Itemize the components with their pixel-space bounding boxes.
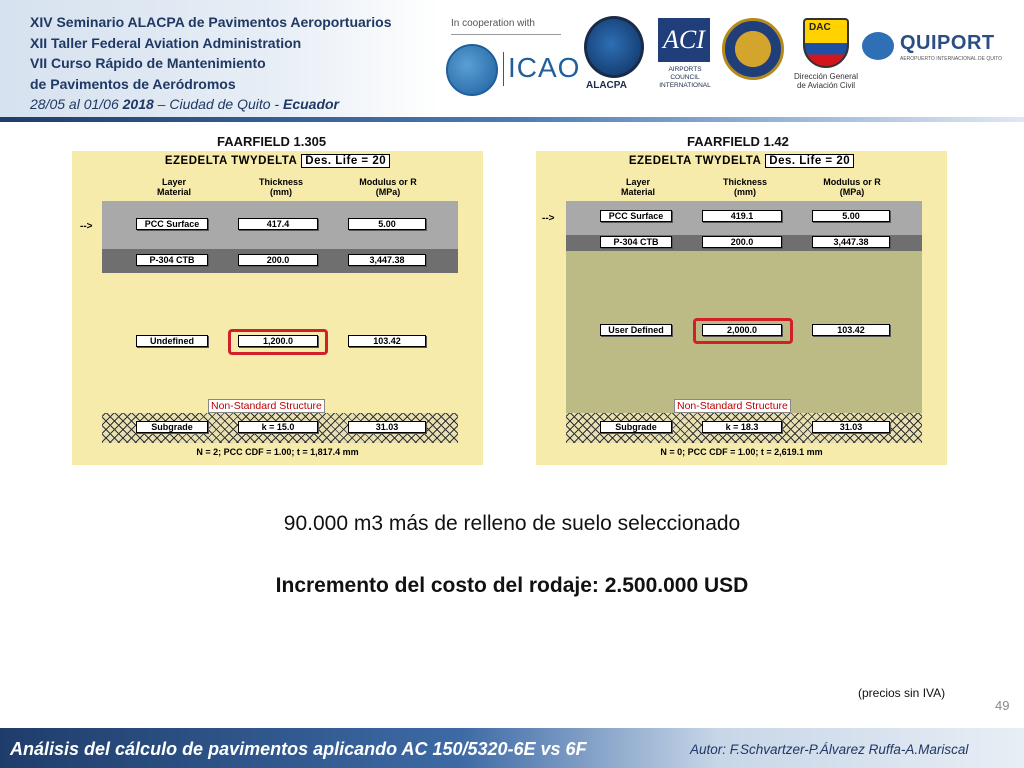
- layer-name-field[interactable]: P-304 CTB: [600, 236, 672, 248]
- panel-1-title: [72, 155, 483, 167]
- modulus-field[interactable]: 5.00: [348, 218, 426, 230]
- thickness-field[interactable]: k = 18.3: [702, 421, 782, 433]
- panel-2-summary: N = 0; PCC CDF = 1.00; t = 2,619.1 mm: [660, 447, 823, 457]
- cost-increase-text: Incremento del costo del rodaje: 2.500.000 USD: [275, 574, 749, 597]
- faarfield-panel-1: [72, 151, 483, 465]
- header: [0, 0, 1024, 120]
- alacpa-label: ALACPA: [586, 80, 627, 91]
- icao-separator: [503, 52, 504, 86]
- quiport-subtitle: AEROPUERTO INTERNACIONAL DE QUITO: [900, 56, 1003, 62]
- layer-name-field[interactable]: PCC Surface: [600, 210, 672, 222]
- date-year: 2018: [122, 96, 154, 112]
- header-line-2: XII Taller Federal Aviation Administration: [30, 34, 302, 51]
- dac-label: DAC: [809, 22, 831, 33]
- fill-volume-text: 90.000 m3 más de relleno de suelo seleccionado: [283, 512, 741, 535]
- page-number: 49: [995, 698, 1010, 713]
- layer-name-field[interactable]: PCC Surface: [136, 218, 208, 230]
- date-country: Ecuador: [282, 96, 339, 112]
- panel-1-des-life: Des. Life = 20: [301, 154, 390, 168]
- footer-title: Análisis del cálculo de pavimentos aplicando AC 150/5320-6E vs 6F: [10, 739, 587, 759]
- thickness-field[interactable]: 417.4: [238, 218, 318, 230]
- layer-name-field[interactable]: User Defined: [600, 324, 672, 336]
- panel-1-summary: N = 2; PCC CDF = 1.00; t = 1,817.4 mm: [196, 447, 359, 457]
- price-note: (precios sin IVA): [858, 686, 946, 700]
- cooperation-label: In cooperation with: [451, 18, 535, 29]
- thickness-field[interactable]: 200.0: [702, 236, 782, 248]
- panel-1-heading: FAARFIELD 1.305: [217, 134, 327, 149]
- panel-2-des-life: Des. Life = 20: [765, 154, 854, 168]
- col-layer-material: Layer Material: [620, 177, 655, 197]
- panel-2-heading: FAARFIELD 1.42: [687, 134, 789, 149]
- faarfield-panel-2: [536, 151, 947, 465]
- layer-name-field[interactable]: Undefined: [136, 335, 208, 347]
- col-modulus: Modulus or R (MPa): [823, 177, 881, 197]
- modulus-field[interactable]: 3,447.38: [812, 236, 890, 248]
- footer-author: Autor: F.Schvartzer-P.Álvarez Ruffa-A.Mariscal: [690, 742, 969, 757]
- current-layer-arrow: -->: [80, 221, 93, 232]
- thickness-field[interactable]: 200.0: [238, 254, 318, 266]
- modulus-field[interactable]: 3,447.38: [348, 254, 426, 266]
- thickness-field[interactable]: 419.1: [702, 210, 782, 222]
- cooperation-divider: [451, 34, 561, 35]
- aci-label: AIRPORTS COUNCIL INTERNATIONAL: [659, 66, 711, 89]
- quiport-wordmark: QUIPORT: [900, 32, 995, 54]
- quiport-logo-icon: [862, 32, 894, 60]
- panel-1-section-name: EZEDELTA TWYDELTA: [164, 155, 298, 167]
- date-city: – Ciudad de Quito -: [153, 96, 283, 112]
- modulus-field[interactable]: 31.03: [348, 421, 426, 433]
- current-layer-arrow: -->: [542, 213, 555, 224]
- aci-logo: ACI: [658, 18, 710, 62]
- faa-seal-icon: [722, 18, 784, 80]
- layer-name-field[interactable]: Subgrade: [600, 421, 672, 433]
- dac-subtitle: Dirección General de Aviación Civil: [793, 72, 859, 90]
- thickness-field[interactable]: 2,000.0: [702, 324, 782, 336]
- thickness-field[interactable]: k = 15.0: [238, 421, 318, 433]
- panel-2-title: [536, 155, 947, 167]
- nonstandard-structure-label: Non-Standard Structure: [674, 399, 791, 413]
- col-thickness: Thickness (mm): [258, 177, 304, 197]
- modulus-field[interactable]: 103.42: [348, 335, 426, 347]
- modulus-field[interactable]: 5.00: [812, 210, 890, 222]
- event-date: [30, 94, 391, 115]
- icao-globe-icon: [446, 44, 498, 96]
- icao-wordmark: ICAO: [508, 52, 581, 83]
- layer-name-field[interactable]: P-304 CTB: [136, 254, 208, 266]
- col-thickness: Thickness (mm): [722, 177, 768, 197]
- col-modulus: Modulus or R (MPa): [359, 177, 417, 197]
- col-layer-material: Layer Material: [156, 177, 191, 197]
- modulus-field[interactable]: 103.42: [812, 324, 890, 336]
- date-prefix: 28/05 al 01/06: [30, 96, 123, 112]
- header-line-3: VII Curso Rápido de Mantenimiento: [30, 55, 266, 71]
- header-text: [30, 12, 391, 115]
- header-line-4: de Pavimentos de Aeródromos: [30, 75, 236, 92]
- thickness-field[interactable]: 1,200.0: [238, 335, 318, 347]
- layer-name-field[interactable]: Subgrade: [136, 421, 208, 433]
- header-stripe: [0, 117, 1024, 122]
- modulus-field[interactable]: 31.03: [812, 421, 890, 433]
- alacpa-logo-icon: [584, 16, 644, 78]
- panel-2-section-name: EZEDELTA TWYDELTA: [628, 155, 762, 167]
- nonstandard-structure-label: Non-Standard Structure: [208, 399, 325, 413]
- highlight-box: [228, 329, 328, 355]
- highlight-box: [693, 318, 793, 344]
- icao-logo: [446, 44, 581, 94]
- header-line-1: XIV Seminario ALACPA de Pavimentos Aeroportuarios: [30, 14, 392, 30]
